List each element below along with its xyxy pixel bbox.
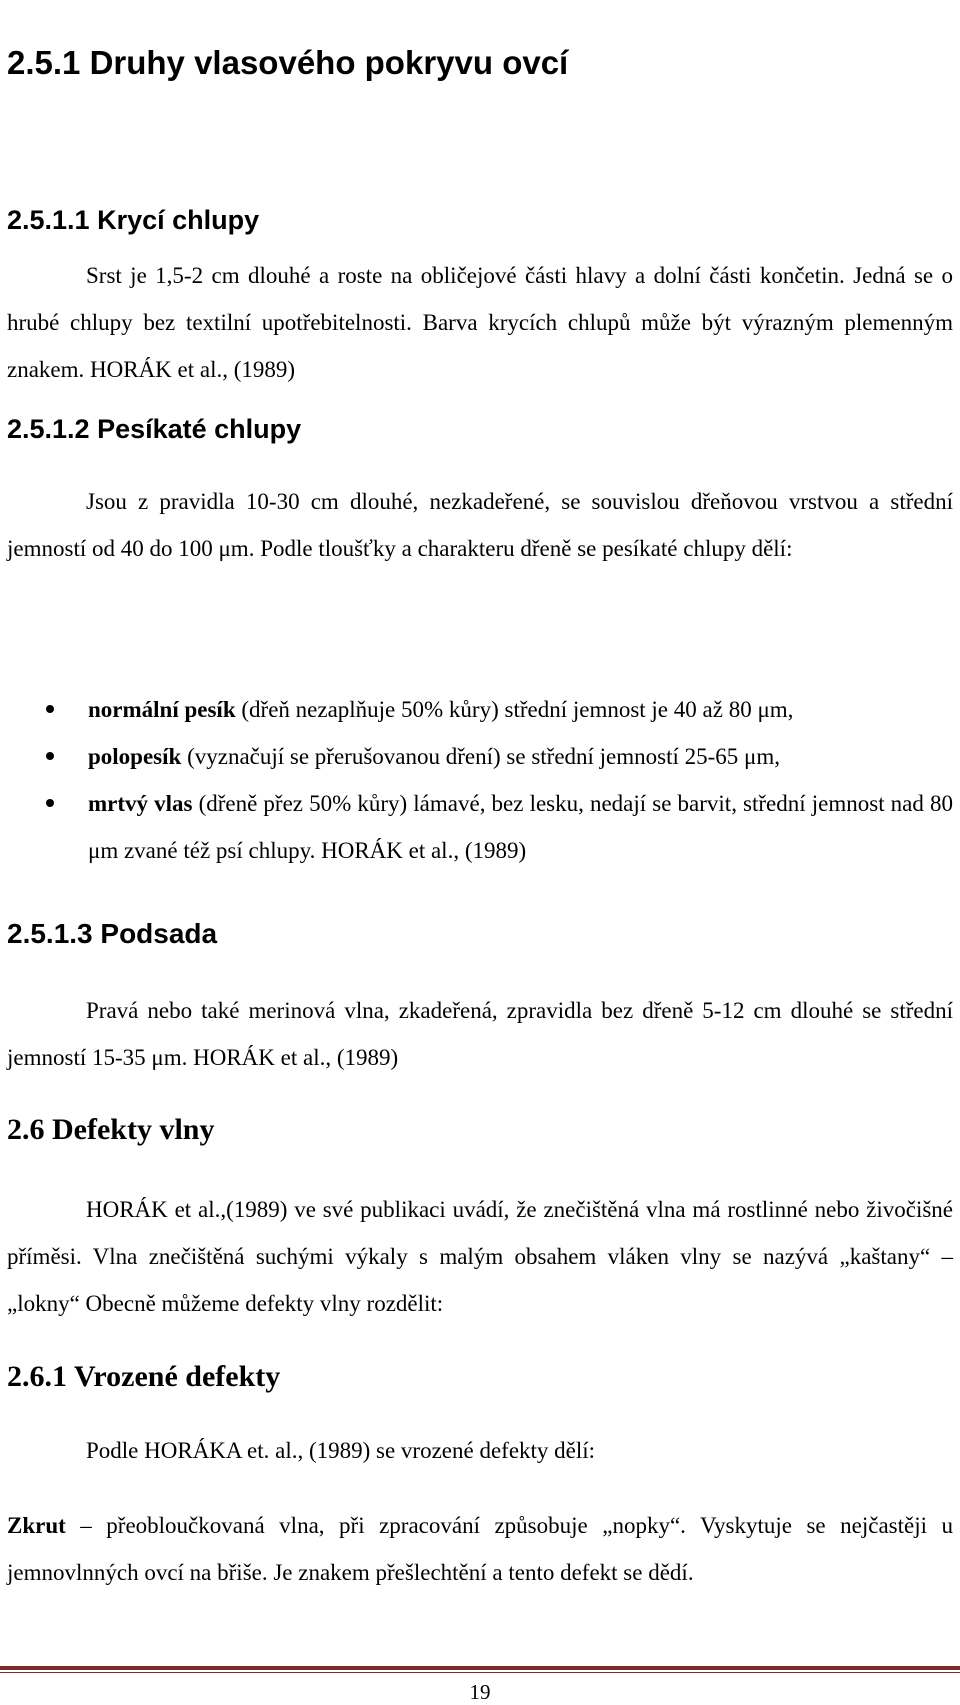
page-number: 19 xyxy=(469,1680,491,1704)
section-heading-2-5-1-2: 2.5.1.2 Pesíkaté chlupy xyxy=(7,414,302,444)
bullet-text: (dřeň nezaplňuje 50% kůry) střední jemnost je 40 až 80 μm, xyxy=(235,697,794,722)
list-item xyxy=(0,733,953,780)
bullet-text: (dřeně přez 50% kůry) lámavé, bez lesku, nedají se barvit, střední jemnost nad 80 μm zvané též psí chlupy. HORÁK et al., (1989) xyxy=(88,791,953,863)
bullet-term: polopesík xyxy=(88,744,182,769)
paragraph-kryci-chlupy xyxy=(7,252,953,393)
paragraph-text: Srst je 1,5-2 cm dlouhé a roste na obličejové části hlavy a dolní části končetin. Jedná se o hrubé chlupy bez textilní upotřebitelnosti. Barva krycích chlupů může být výrazným plemenným znakem. HORÁK et al., (1989) xyxy=(7,263,953,382)
bullet-term: mrtvý vlas xyxy=(88,791,193,816)
list-item xyxy=(0,686,953,733)
paragraph-podsada xyxy=(7,987,953,1081)
paragraph-text: Jsou z pravidla 10-30 cm dlouhé, nezkadeřené, se souvislou dřeňovou vrstvou a střední jemností od 40 do 100 μm. Podle tloušťky a charakteru dřeně se pesíkaté chlupy dělí: xyxy=(7,489,953,561)
paragraph-text: Pravá nebo také merinová vlna, zkadeřená, zpravidla bez dřeně 5-12 cm dlouhé se střední jemností 15-35 μm. HORÁK et al., (1989) xyxy=(7,998,953,1070)
bullet-term: normální pesík xyxy=(88,697,236,722)
paragraph-vrozene-defekty: Podle HORÁKA et. al., (1989) se vrozené defekty dělí: xyxy=(86,1438,596,1463)
bullet-text: (vyznačují se přerušovanou dření) se střední jemností 25-65 μm, xyxy=(181,744,781,769)
bullet-dot-icon xyxy=(46,752,54,760)
zkrut-term: Zkrut xyxy=(7,1513,66,1538)
footer-rule-thick xyxy=(0,1666,960,1670)
section-heading-2-5-1: 2.5.1 Druhy vlasového pokryvu ovcí xyxy=(7,44,569,81)
paragraph-text: HORÁK et al.,(1989) ve své publikaci uvádí, že znečištěná vlna má rostlinné nebo živočišné příměsi. Vlna znečištěná suchými výkaly s malým obsahem vláken vlny se nazývá „kaštany“ – „lokny“ Obecně můžeme defekty vlny rozdělit: xyxy=(7,1197,953,1316)
paragraph-defekty-vlny xyxy=(7,1186,953,1327)
paragraph-pesikate-chlupy xyxy=(7,478,953,572)
section-heading-2-5-1-3: 2.5.1.3 Podsada xyxy=(7,918,218,949)
section-heading-2-6-1: 2.6.1 Vrozené defekty xyxy=(7,1360,281,1393)
section-heading-2-6: 2.6 Defekty vlny xyxy=(7,1113,215,1146)
bullet-dot-icon xyxy=(46,705,54,713)
paragraph-zkrut xyxy=(7,1502,953,1596)
bullet-list xyxy=(0,686,953,874)
bullet-dot-icon xyxy=(46,799,54,807)
paragraph-text: – přeobloučkovaná vlna, při zpracování způsobuje „nopky“. Vyskytuje se nejčastěji u jemnovlnných ovcí na břiše. Je znakem přešlechtění a tento defekt se dědí. xyxy=(7,1513,953,1585)
footer-rule-thin xyxy=(0,1672,960,1673)
section-heading-2-5-1-1: 2.5.1.1 Krycí chlupy xyxy=(7,205,260,235)
list-item xyxy=(0,780,953,874)
